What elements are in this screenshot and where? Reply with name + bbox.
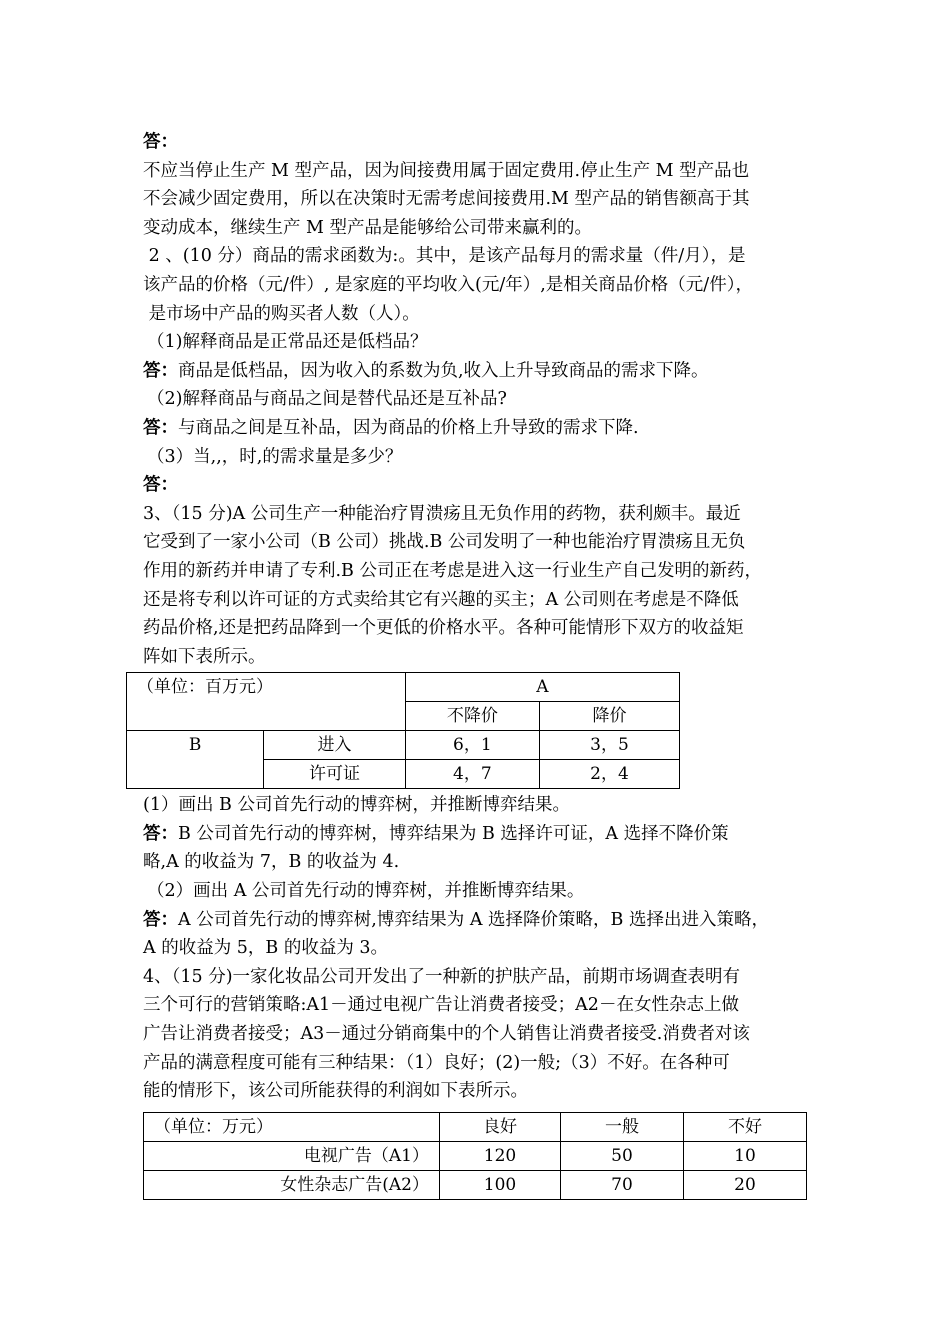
profit-table-cell: 120 [440,1141,561,1170]
profit-table-cell: 10 [684,1141,807,1170]
q3-stem-line: 它受到了一家小公司（B 公司）挑战.B 公司发明了一种也能治疗胃溃疡且无负 [143,532,746,553]
profit-table-col-header: 不好 [684,1112,807,1141]
payoff-table [126,672,680,789]
q2-sub2: （2)解释商品与商品之间是替代品还是互补品? [147,389,507,410]
q2-sub3: （3）当,,，时,的需求量是多少？ [147,446,403,467]
payoff-table-unit: （单位：百万元） [127,673,406,731]
q4-stem-line: 4、（15 分)一家化妆品公司开发出了一种新的护肤产品，前期市场调查表明有 [143,966,741,987]
q3-answer2-line: A 的收益为 5，B 的收益为 3。 [143,938,389,959]
q2-answer1-label: 答： [143,360,178,381]
payoff-table-cell: 3，5 [539,731,679,760]
q3-answer1-line: 略,A 的收益为 7，B 的收益为 4. [143,852,400,873]
profit-table-unit: （单位：万元） [144,1112,440,1141]
profit-table-cell: 70 [561,1170,684,1199]
q3-answer1-line [143,820,823,849]
q3-answer2-line [143,906,823,935]
payoff-table-cell: 2，4 [539,760,679,789]
profit-table-row-label: 女性杂志广告(A2） [144,1170,440,1199]
q1-answer-label: 答： [143,132,178,152]
q4-stem-line: 广告让消费者接受；A3－通过分销商集中的个人销售让消费者接受.消费者对该 [143,1024,750,1045]
profit-table-col-header: 良好 [440,1112,561,1141]
q3-sub1: (1）画出 B 公司首先行动的博弈树，并推断博弈结果。 [143,795,570,816]
payoff-table-cell: 4，7 [405,760,539,789]
q3-stem-line: 作用的新药并申请了专利.B 公司正在考虑是进入这一行业生产自己发明的新药， [143,560,762,581]
q3-sub2: （2）画出 A 公司首先行动的博弈树，并推断博弈结果。 [147,881,585,902]
q3-stem-line: 还是将专利以许可证的方式卖给其它有兴趣的买主；A 公司则在考虑是不降低 [143,589,739,610]
q3-stem-line: 3、（15 分)A 公司生产一种能治疗胃溃疡且无负作用的药物，获利颇丰。最近 [143,503,741,524]
q3-answer2-text: A 公司首先行动的博弈树,博弈结果为 A 选择降价策略，B 选择出进入策略， [178,909,769,930]
q1-answer-line: 变动成本，继续生产 M 型产品是能够给公司带来赢利的。 [143,217,593,238]
profit-table [143,1112,807,1200]
q4-stem-line: 产品的满意程度可能有三种结果：（1）良好；(2)一般;（3）不好。在各种可 [143,1052,730,1073]
q2-answer2-label: 答： [143,417,178,438]
q2-answer1 [143,357,823,386]
payoff-table-cell: 6，1 [405,731,539,760]
q2-sub1: （1)解释商品是正常品还是低档品？ [147,332,428,353]
profit-table-cell: 50 [561,1141,684,1170]
q3-stem-line: 阵如下表所示。 [143,646,266,667]
q2-answer2-text: 与商品之间是互补品，因为商品的价格上升导致的需求下降. [178,417,639,438]
payoff-table-player-b: B [127,731,264,789]
q3-stem-line: 药品价格,还是把药品降到一个更低的价格水平。各种可能情形下双方的收益矩 [143,618,744,639]
profit-table-row-label: 电视广告（A1） [144,1141,440,1170]
q1-answer-line: 不应当停止生产 M 型产品，因为间接费用属于固定费用.停止生产 M 型产品也 [143,160,750,181]
q2-stem-line: 2 、(10 分）商品的需求函数为:。其中，是该产品每月的需求量（件/月），是 [143,246,746,267]
q2-answer1-text: 商品是低档品，因为收入的系数为负,收入上升导致商品的需求下降。 [178,360,709,381]
q2-answer3-label: 答： [143,475,178,496]
payoff-table-col-header: 降价 [539,702,679,731]
q2-stem-line: 是市场中产品的购买者人数（人）。 [143,303,420,324]
q3-answer1-text: B 公司首先行动的博弈树，博弈结果为 B 选择许可证，A 选择不降价策 [178,823,729,844]
payoff-table-row-label: 许可证 [264,760,405,789]
document-page [137,128,823,1200]
q4-stem-line: 能的情形下，该公司所能获得的利润如下表所示。 [143,1081,528,1102]
payoff-table-player-a: A [405,673,679,702]
profit-table-col-header: 一般 [561,1112,684,1141]
q2-answer2 [143,414,823,443]
q2-stem-line: 该产品的价格（元/件）, 是家庭的平均收入(元/年）,是相关商品价格（元/件）， [143,274,753,295]
payoff-table-col-header: 不降价 [405,702,539,731]
q4-stem-line: 三个可行的营销策略:A1－通过电视广告让消费者接受；A2－在女性杂志上做 [143,995,739,1016]
q3-answer2-label: 答： [143,909,178,930]
payoff-table-row-label: 进入 [264,731,405,760]
q1-answer-line: 不会减少固定费用，所以在决策时无需考虑间接费用.M 型产品的销售额高于其 [143,189,750,210]
profit-table-cell: 20 [684,1170,807,1199]
q3-answer1-label: 答： [143,823,178,844]
profit-table-cell: 100 [440,1170,561,1199]
